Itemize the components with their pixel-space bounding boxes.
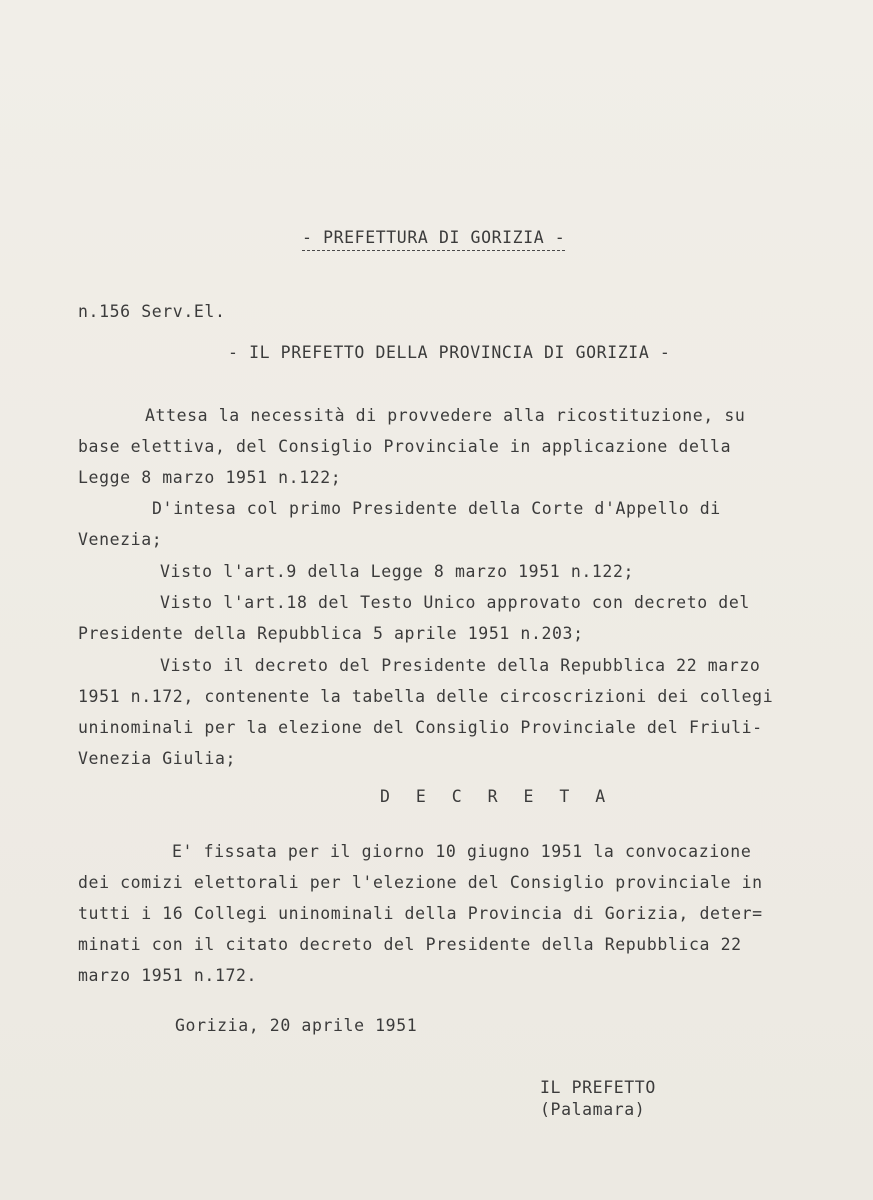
document-subheading: - IL PREFETTO DELLA PROVINCIA DI GORIZIA - [228, 343, 671, 362]
text-line: Visto il decreto del Presidente della Repubblica 22 marzo [160, 656, 761, 675]
protocol-reference: n.156 Serv.El. [78, 302, 226, 321]
text-line: base elettiva, del Consiglio Provinciale in applicazione della [78, 437, 732, 456]
text-line: marzo 1951 n.172. [78, 966, 258, 985]
signature-name: (Palamara) [540, 1100, 646, 1119]
text-line: Visto l'art.18 del Testo Unico approvato con decreto del [160, 593, 750, 612]
place-and-date: Gorizia, 20 aprile 1951 [175, 1016, 418, 1035]
text-line: Venezia; [78, 530, 163, 549]
signature-title: IL PREFETTO [540, 1078, 656, 1097]
text-line: Attesa la necessità di provvedere alla ricostituzione, su [145, 406, 746, 425]
text-line: Presidente della Repubblica 5 aprile 1951 n.203; [78, 624, 584, 643]
text-line: tutti i 16 Collegi uninominali della Provincia di Gorizia, deter= [78, 904, 763, 923]
text-line: Legge 8 marzo 1951 n.122; [78, 468, 342, 487]
text-line: 1951 n.172, contenente la tabella delle circoscrizioni dei collegi [78, 687, 774, 706]
document-heading: - PREFETTURA DI GORIZIA - [302, 228, 565, 251]
text-line: Visto l'art.9 della Legge 8 marzo 1951 n.122; [160, 562, 635, 581]
text-line: minati con il citato decreto del Presidente della Repubblica 22 [78, 935, 742, 954]
text-line: D'intesa col primo Presidente della Corte d'Appello di [152, 499, 721, 518]
text-line: E' fissata per il giorno 10 giugno 1951 la convocazione [172, 842, 752, 861]
decreta-heading: D E C R E T A [380, 787, 614, 806]
text-line: Venezia Giulia; [78, 749, 237, 768]
text-line: uninominali per la elezione del Consiglio Provinciale del Friuli- [78, 718, 763, 737]
text-line: dei comizi elettorali per l'elezione del Consiglio provinciale in [78, 873, 763, 892]
